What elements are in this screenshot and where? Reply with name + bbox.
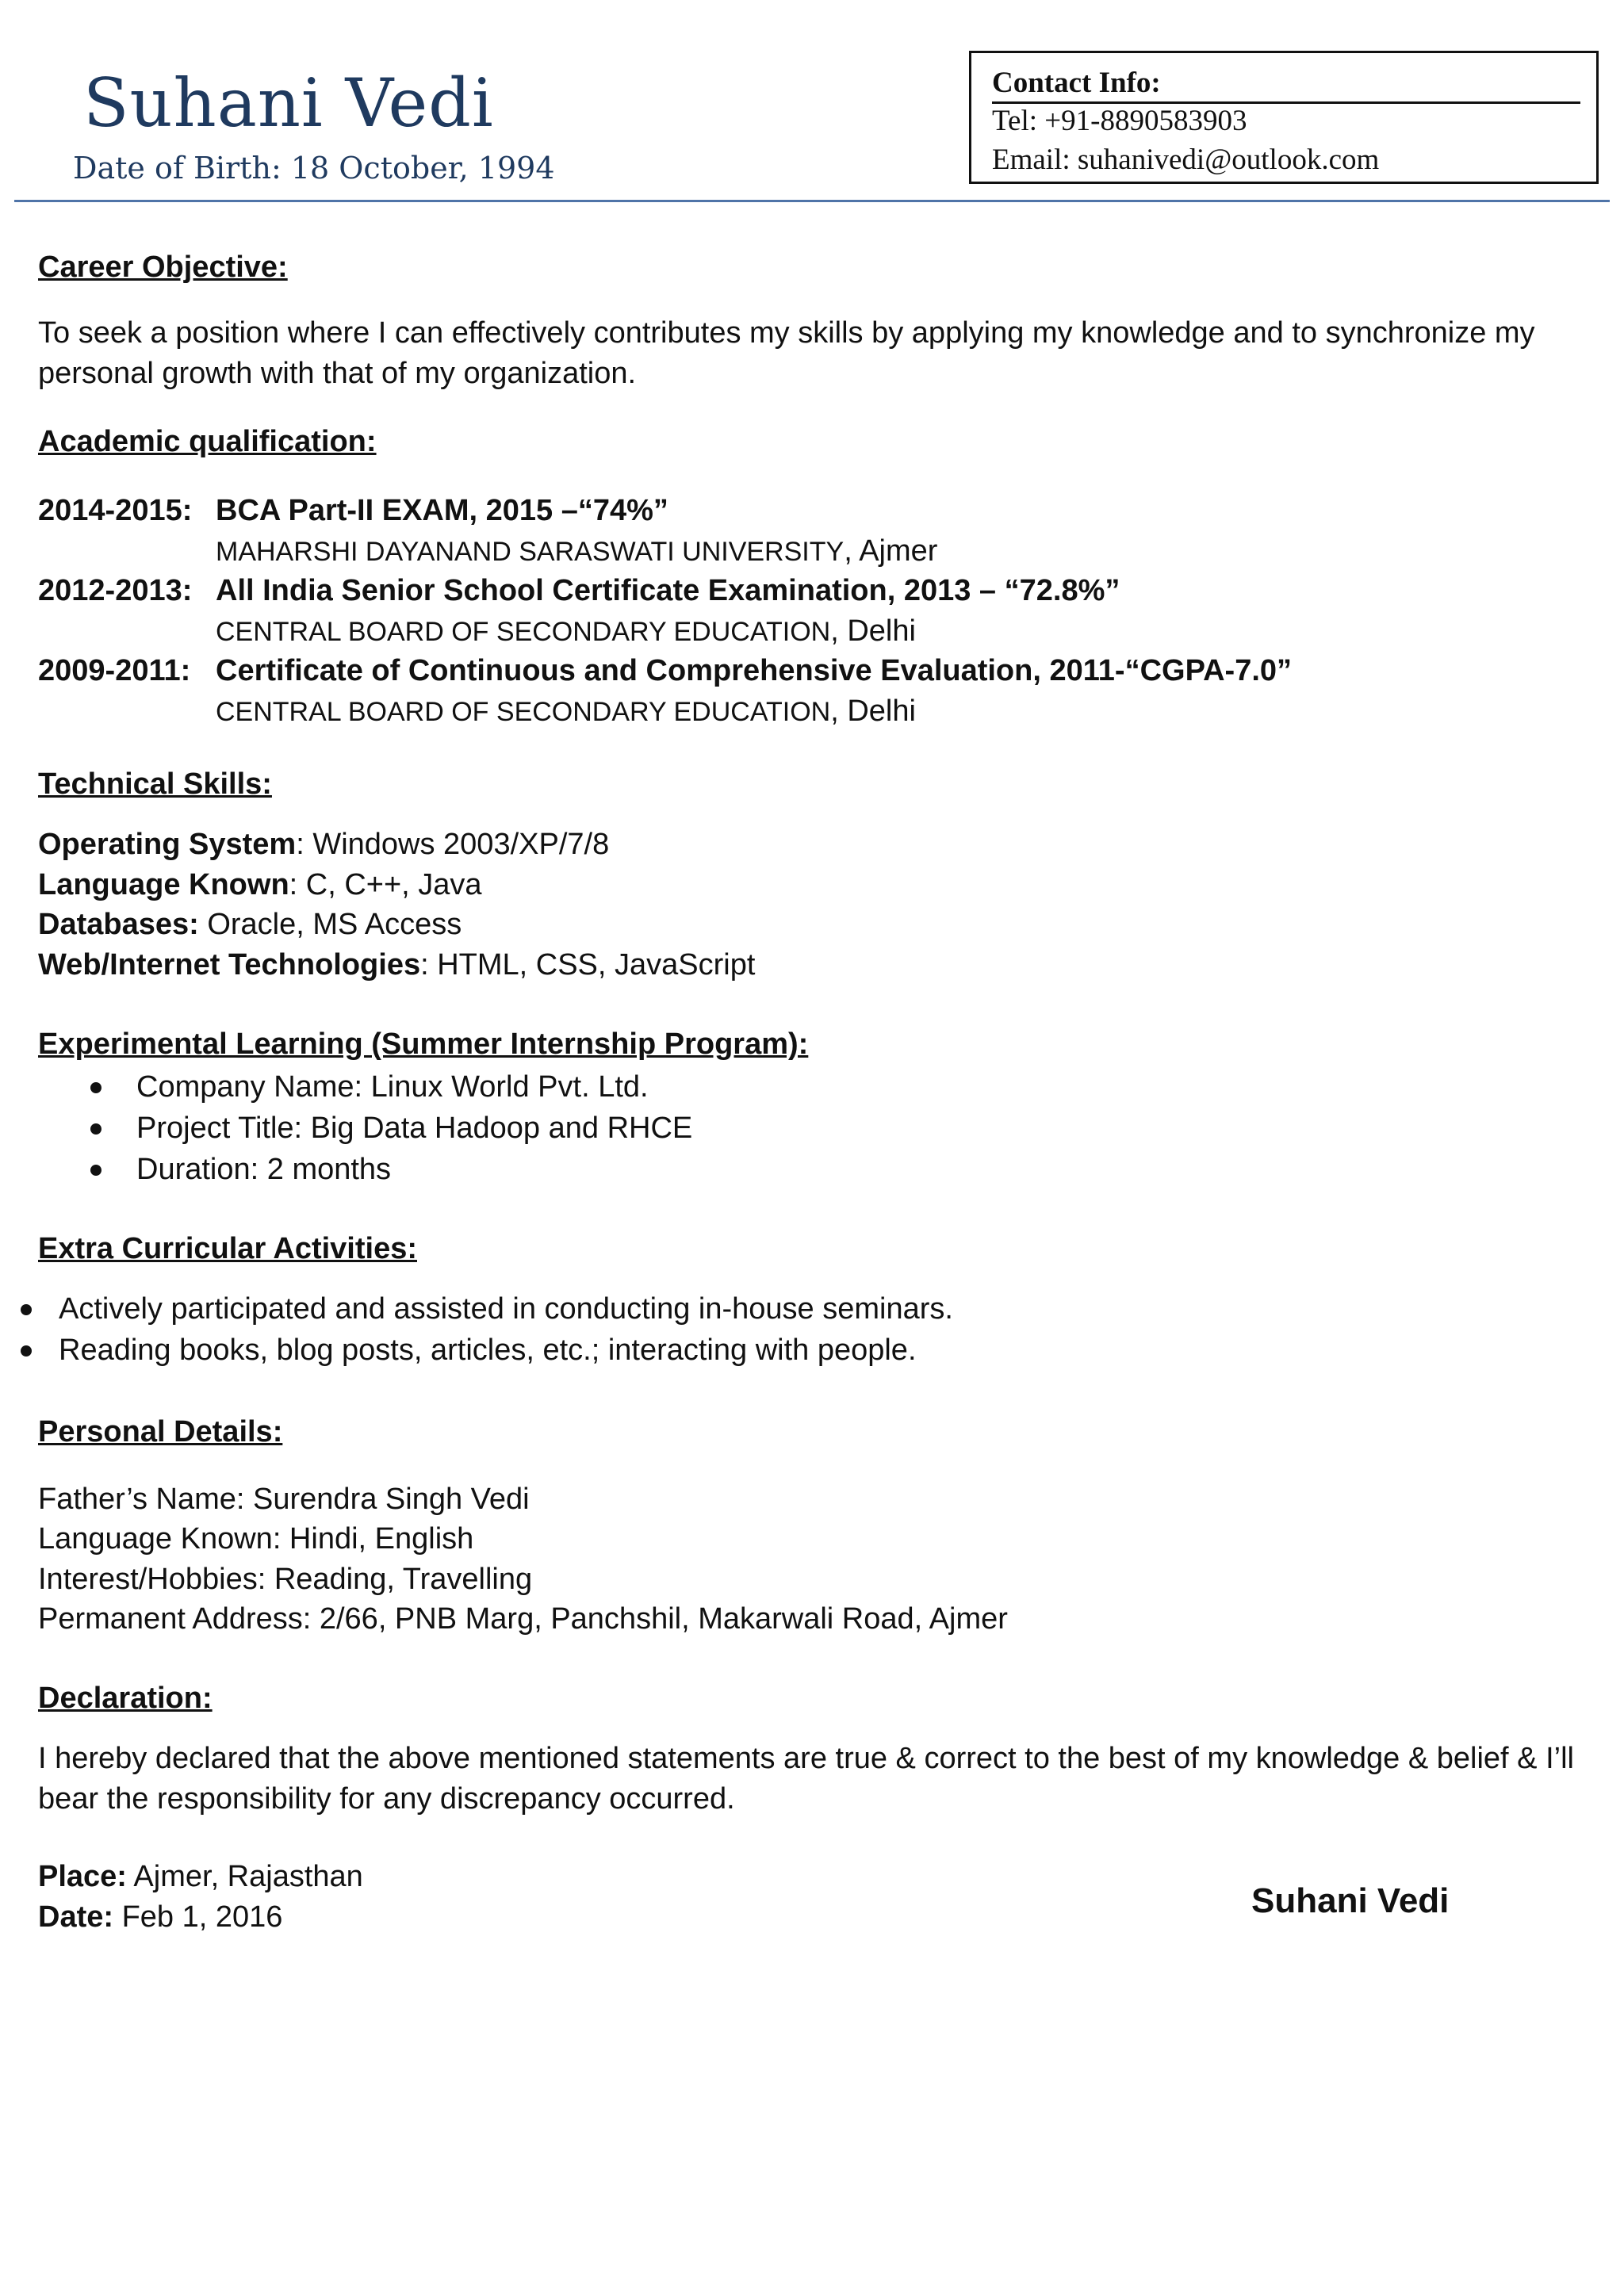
date-label: Date: (38, 1900, 114, 1934)
skill-item (38, 909, 462, 939)
academic-place: , Delhi (830, 614, 916, 648)
bullet-icon (90, 1165, 102, 1176)
contact-box (969, 51, 1599, 184)
internship-item: Company Name: Linux World Pvt. Ltd. (136, 1070, 649, 1104)
candidate-name: Suhani Vedi (83, 64, 494, 142)
bullet-icon (21, 1345, 32, 1357)
academic-place: , Ajmer (844, 534, 938, 568)
bullet-icon (90, 1123, 102, 1135)
place-value: Ajmer, Rajasthan (126, 1860, 363, 1893)
skill-label: Operating System (38, 828, 297, 861)
extra-curricular-item: Actively participated and assisted in conducting in-house seminars. (59, 1292, 953, 1326)
internship-item: Project Title: Big Data Hadoop and RHCE (136, 1112, 693, 1145)
personal-details-heading: Personal Details: (38, 1415, 283, 1448)
academic-place: , Delhi (830, 695, 916, 728)
date-line (38, 1902, 282, 1932)
skill-item (38, 870, 482, 900)
personal-detail: Interest/Hobbies: Reading, Travelling (38, 1563, 533, 1596)
contact-email: Email: suhanivedi@outlook.com (992, 144, 1380, 176)
academic-exam: BCA Part-II EXAM, 2015 –“74%” (216, 494, 668, 527)
date-value: Feb 1, 2016 (113, 1900, 283, 1934)
skill-label: Language Known (38, 868, 289, 901)
technical-skills-heading: Technical Skills: (38, 767, 272, 801)
skill-value: : Windows 2003/XP/7/8 (296, 828, 610, 861)
academic-exam: All India Senior School Certificate Examination, 2013 – “72.8%” (216, 574, 1120, 607)
career-objective-heading: Career Objective: (38, 251, 288, 284)
skill-item (38, 829, 609, 859)
career-objective-text: To seek a position where I can effectively contributes my skills by applying my knowledge and to synchronize my personal growth with that of my organization. (38, 316, 1535, 390)
personal-detail: Permanent Address: 2/66, PNB Marg, Panchshil, Makarwali Road, Ajmer (38, 1602, 1008, 1636)
declaration-text: I hereby declared that the above mentioned statements are true & correct to the best of my knowledge & belief & I’ll bear the responsibility for any discrepancy occurred. (38, 1742, 1574, 1816)
academic-years: 2012-2013: (38, 574, 193, 607)
declaration-heading: Declaration: (38, 1682, 213, 1715)
skill-value: : HTML, CSS, JavaScript (420, 948, 756, 982)
date-of-birth: Date of Birth: 18 October, 1994 (73, 151, 555, 186)
place-line (38, 1862, 363, 1892)
header-divider (14, 200, 1610, 202)
skill-label: Web/Internet Technologies (38, 948, 421, 982)
extra-curricular-item: Reading books, blog posts, articles, etc.; interacting with people. (59, 1334, 917, 1367)
skill-value: : C, C++, Java (289, 868, 482, 901)
skill-value: Oracle, MS Access (198, 908, 462, 941)
internship-item: Duration: 2 months (136, 1153, 392, 1186)
academic-board: CENTRAL BOARD OF SECONDARY EDUCATION (216, 697, 831, 727)
personal-detail: Father’s Name: Surendra Singh Vedi (38, 1483, 530, 1516)
academic-board-line (216, 616, 916, 646)
skill-label: Databases: (38, 908, 199, 941)
contact-title: Contact Info: (992, 67, 1580, 104)
bullet-icon (21, 1304, 32, 1315)
academic-exam: Certificate of Continuous and Comprehensive Evaluation, 2011-“CGPA-7.0” (216, 654, 1293, 687)
academic-board-line (216, 536, 937, 566)
academic-board: CENTRAL BOARD OF SECONDARY EDUCATION (216, 617, 831, 647)
skill-item (38, 950, 755, 980)
bullet-icon (90, 1082, 102, 1093)
contact-tel: Tel: +91-8890583903 (992, 105, 1247, 137)
place-label: Place: (38, 1860, 127, 1893)
signature-name: Suhani Vedi (1251, 1881, 1450, 1920)
academic-years: 2014-2015: (38, 494, 193, 527)
extra-curricular-heading: Extra Curricular Activities: (38, 1232, 417, 1265)
academic-board-line (216, 696, 916, 726)
academic-board: MAHARSHI DAYANAND SARASWATI UNIVERSITY (216, 537, 845, 567)
academic-years: 2009-2011: (38, 654, 191, 687)
internship-heading: Experimental Learning (Summer Internship Program): (38, 1027, 809, 1061)
personal-detail: Language Known: Hindi, English (38, 1522, 474, 1556)
academic-heading: Academic qualification: (38, 425, 377, 458)
